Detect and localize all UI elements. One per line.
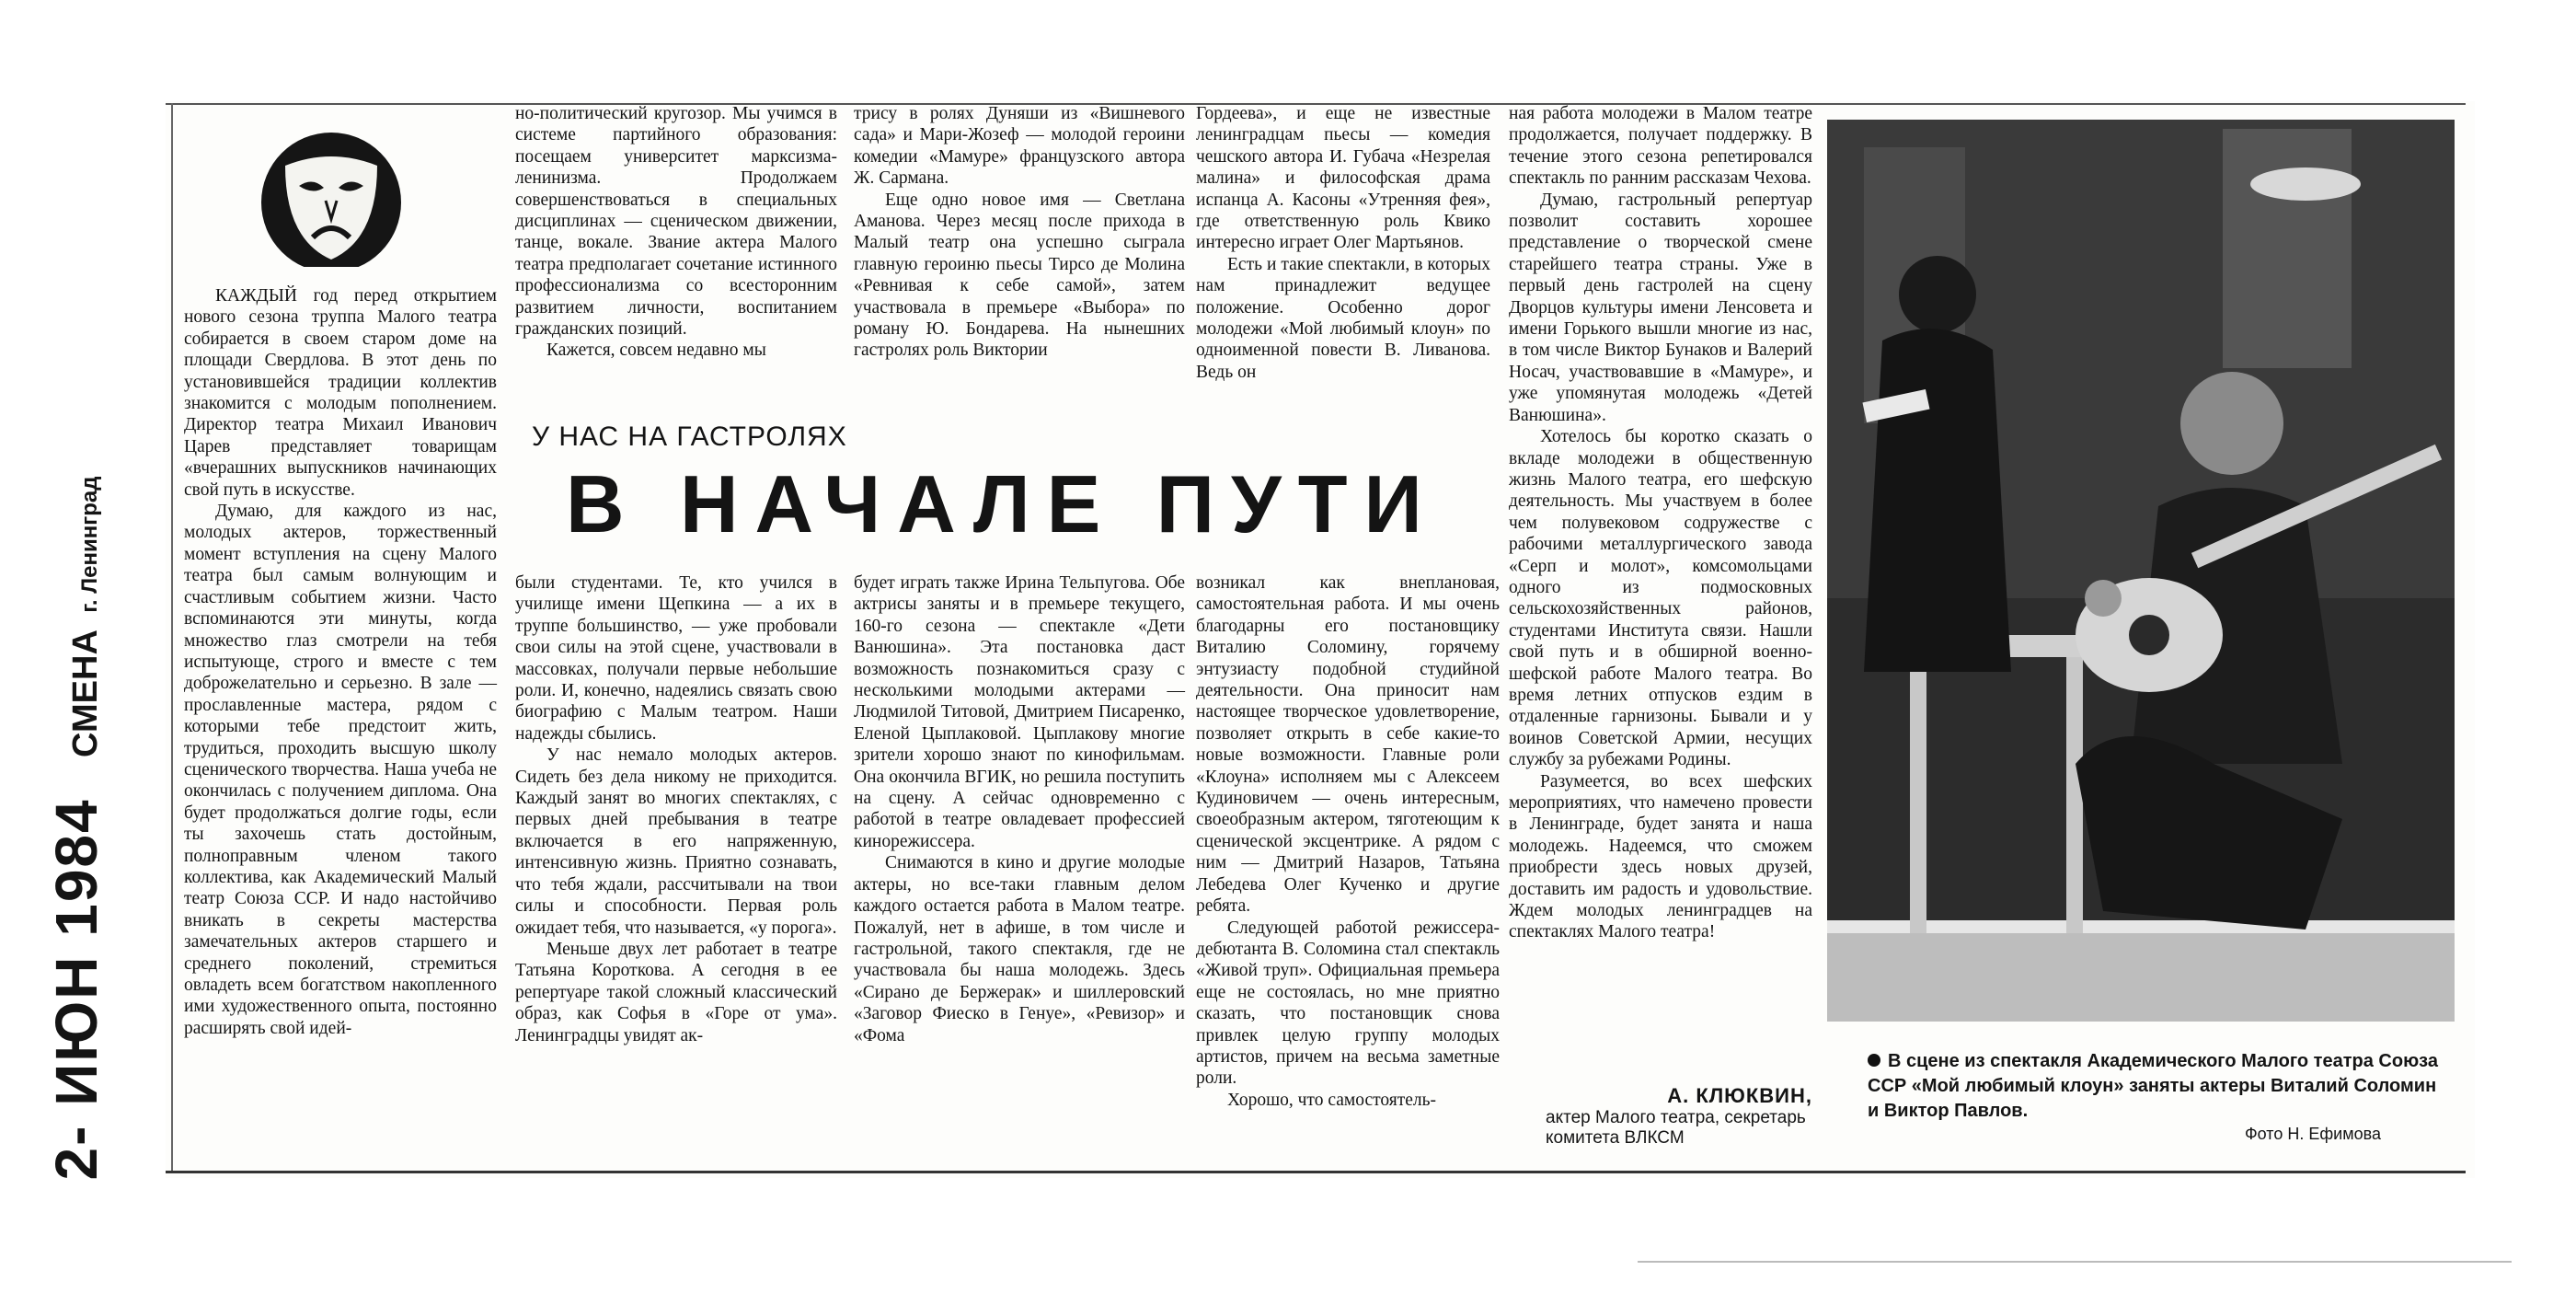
photo-credit: Фото Н. Ефимова: [2245, 1125, 2381, 1143]
article-paragraph: Снимаются в кино и другие молодые актеры, но все-таки главным делом каждого остается работа в Малом театре. Пожалуй, нет в афише, в том числе и гастрольной, такого спектакля, где не участвовала бы наша молодежь. Здесь «Сирано де Бержерак» и шиллеровский «Заговор Фиеско в Генуе», «Ревизор» и «Фома: [854, 853, 1185, 1045]
stage-photo: [1827, 120, 2455, 1022]
stamp-date: 2- ИЮН 1984: [43, 798, 109, 1181]
article-column-5: [1509, 103, 1812, 943]
clipping-left-edge: [171, 103, 173, 1171]
author-name: А. КЛЮКВИН,: [1667, 1084, 1812, 1107]
article-paragraph: Еще одно новое имя — Светлана Аманова. Через месяц после прихода в Малый театр она успешно сыграла главную героиню пьесы Тирсо де Молина «Ревнивая к себе самой», затем участвовала в премьере «Выбора» по роману Ю. Бондарева. На нынешних гастролях роль Виктории: [854, 190, 1185, 361]
article-column-3-top: [854, 103, 1185, 362]
article-paragraph: Гордеева», и еще не известные ленинградцам пьесы — комедия чешского автора И. Губача «Незрелая малина» и философская драма испанца А. Касоны «Утренняя фея», где ответственную роль Квико интересно играет Олег Мартьянов.: [1196, 104, 1490, 253]
article-column-2-top: [515, 103, 837, 362]
article-paragraph: Меньше двух лет работает в театре Татьяна Короткова. А сегодня в ее репертуаре такой сложный классический образ, как Софья в «Горе от ума». Ленинградцы увидят ак-: [515, 939, 837, 1045]
article-column-1: [184, 285, 497, 1039]
article-paragraph: возникал как внеплановая, самостоятельная работа. И мы очень благодарны его постановщику Виталию Соломину, горячему энтузиасту подобной студийной деятельности. Она приносит нам настоящее творческое удовлетворение, позволяет открыть в себе какие-то новые возможности. Главные роли «Клоуна» исполняем мы с Алексеем Кудиновичем — очень интересным, своеобразным актером, тяготеющим к сценической эксцентрике. А рядом с ним — Дмитрий Назаров, Татьяна Лебедева Олег Кученко и другие ребята.: [1196, 573, 1500, 917]
article-rubric: У НАС НА ГАСТРОЛЯХ: [532, 422, 847, 452]
article-paragraph: У нас немало молодых актеров. Сидеть без дела никому не приходится. Каждый занят во многих спектаклях, с первых дней пребывания в театре включается в его напряженную, интенсивную жизнь. Приятно сознавать, что тебя ждали, рассчитывали на твои силы и способности. Первая роль ожидает тебя, что называется, «у порога».: [515, 745, 837, 938]
stamp-rotated: [42, 477, 110, 1181]
article-column-2-bottom: [515, 572, 837, 1046]
theatre-mask-icon: [248, 129, 414, 267]
clipping-bottom-edge: [166, 1171, 2466, 1173]
article-paragraph: будет играть также Ирина Тельпугова. Обе актрисы заняты и в премьере текущего, 160-го сезона — спектакле «Дети Ванюшина». Эта постановка даст возможность познакомиться сразу с несколькими молодыми актерами — Людмилой Титовой, Дмитрием Писаренко, Еленой Цыплаковой. Цыплакову многие зрители хорошо знают по кинофильмам. Она окончила ВГИК, но решила поступить на сцену. А сейчас одновременно с работой в театре овладевает профессией кинорежиссера.: [854, 573, 1185, 851]
article-paragraph: Хорошо, что самостоятель-: [1227, 1090, 1437, 1110]
article-paragraph: Разумеется, во всех шефских мероприятиях, что намечено провести в Ленинграде, будет занята и наша молодежь. Надеемся, что сможем приобрести здесь новых друзей, доставить им радость и удовольствие. Ждем молодых ленинградцев на спектаклях Малого театра!: [1509, 771, 1812, 942]
photo-caption-text: В сцене из спектакля Академического Малого театра Союза ССР «Мой любимый клоун» заняты актеры Виталий Соломин и Виктор Павлов.: [1868, 1051, 2438, 1121]
article-column-4-bottom: [1196, 572, 1500, 1111]
article-column-4-top: [1196, 103, 1490, 383]
article-paragraph: Думаю, гастрольный репертуар позволит составить хорошее представление о творческой смене старейшего театра страны. Уже в первый день гастролей на сцену Дворцов культуры имени Ленсовета и имени Горького вышли многие из нас, в том числе Виктор Бунаков и Валерий Носач, участвовавшие в «Мамуре», и уже упомянутая молодежь «Детей Ванюшина».: [1509, 190, 1812, 425]
scan-line: [1638, 1261, 2512, 1263]
article-paragraph: были студентами. Те, кто учился в училище имени Щепкина — а их в труппе большинство, — уже пробовали свои силы на этой сцене, участвовали в массовках, получали первые небольшие роли. И, конечно, надеялись связать свою биографию с Малым театром. Наши надежды сбылись.: [515, 573, 837, 744]
article-paragraph: Кажется, совсем недавно мы: [546, 341, 766, 361]
article-paragraph: трису в ролях Дуняши из «Вишневого сада» и Мари-Жозеф — молодой героини комедии «Мамуре» французского автора Ж. Сармана.: [854, 104, 1185, 189]
photo-caption: [1868, 1049, 2438, 1124]
article-column-3-bottom: [854, 572, 1185, 1046]
author-role: актер Малого театра, секретарь комитета ВЛКСМ: [1546, 1108, 1806, 1148]
date-stamp: [26, 476, 127, 1181]
stamp-paper-name: СМЕНА: [66, 629, 105, 757]
article-paragraph: но-политический кругозор. Мы учимся в системе партийного образования: посещаем университет марксизма-ленинизма. Продолжаем совершенствоваться в специальных дисциплинах — сценическом движении, танце, вокале. Звание актера Малого театра предполагает сочетание истинного профессионализма со всесторонним развитием личности, воспитанием гражданских позиций.: [515, 104, 837, 340]
stamp-city: г. Ленинград: [77, 476, 102, 613]
article-paragraph: Думаю, для каждого из нас, молодых актеров, торжественный момент вступления на сцену Малого театра был самым волнующим и счастливым событием жизни. Часто вспоминаются эти минуты, когда множество глаз смотрели на тебя испытующе, строго и вместе с тем доброжелательно и серьезно. В зале — прославленные мастера, рядом с которыми тебе предстоит жить, трудиться, проходить высшую школу сценического творчества. Наша учеба не окончилась с получением диплома. Она будет продолжаться долгие годы, если ты захочешь стать достойным, полноправным членом такого коллектива, как Академический Малый театр Союза ССР. И надо настойчиво вникать в секреты мастерства замечательных актеров старшего и среднего поколений, стремиться овладеть всем богатством накопленного ими художественного опыта, постоянно расширять свой идей-: [184, 502, 497, 1038]
article-paragraph: ная работа молодежи в Малом театре продолжается, получает поддержку. В течение этого сезона репетировался спектакль по ранним рассказам Чехова.: [1509, 104, 1812, 189]
article-paragraph: КАЖДЫЙ год перед открытием нового сезона труппа Малого театра собирается в своем старом доме на площади Свердлова. В этот день по установившейся традиции коллектив знакомится с молодым пополнением. Директор театра Михаил Иванович Царев представляет товарищам «вчерашних выпускников начинающих свой путь в искусстве.: [184, 286, 497, 500]
article-headline: В НАЧАЛЕ ПУТИ: [566, 458, 1439, 549]
article-paragraph: Следующей работой режиссера-дебютанта В. Соломина стал спектакль «Живой труп». Официальная премьера еще не состоялась, но мне приятно сказать, что постановщик снова привлек целую группу молодых артистов, причем на весьма заметные роли.: [1196, 918, 1500, 1089]
article-paragraph: Хотелось бы коротко сказать о вкладе молодежи в общественную жизнь Малого театра, его шефскую деятельность. Мы участвуем в более чем полувековом содружестве с рабочими металлургического завода «Серп и молот», комсомольцами одного из подмосковных сельскохозяйственных районов, студентами Института связи. Нашли свой путь и в обширной военно-шефской работе Малого театра. Во время летних отпусков ездим в отдаленные гарнизоны. Бывали и у воинов Советской Армии, несущих службу за рубежами Родины.: [1509, 427, 1812, 770]
bullet-icon: [1868, 1054, 1880, 1067]
article-paragraph: Есть и такие спектакли, в которых нам принадлежит ведущее положение. Особенно дорог молодежи «Мой любимый клоун» по одноименной повести В. Ливанова. Ведь он: [1196, 254, 1490, 382]
author-signature: [1518, 1084, 1812, 1149]
